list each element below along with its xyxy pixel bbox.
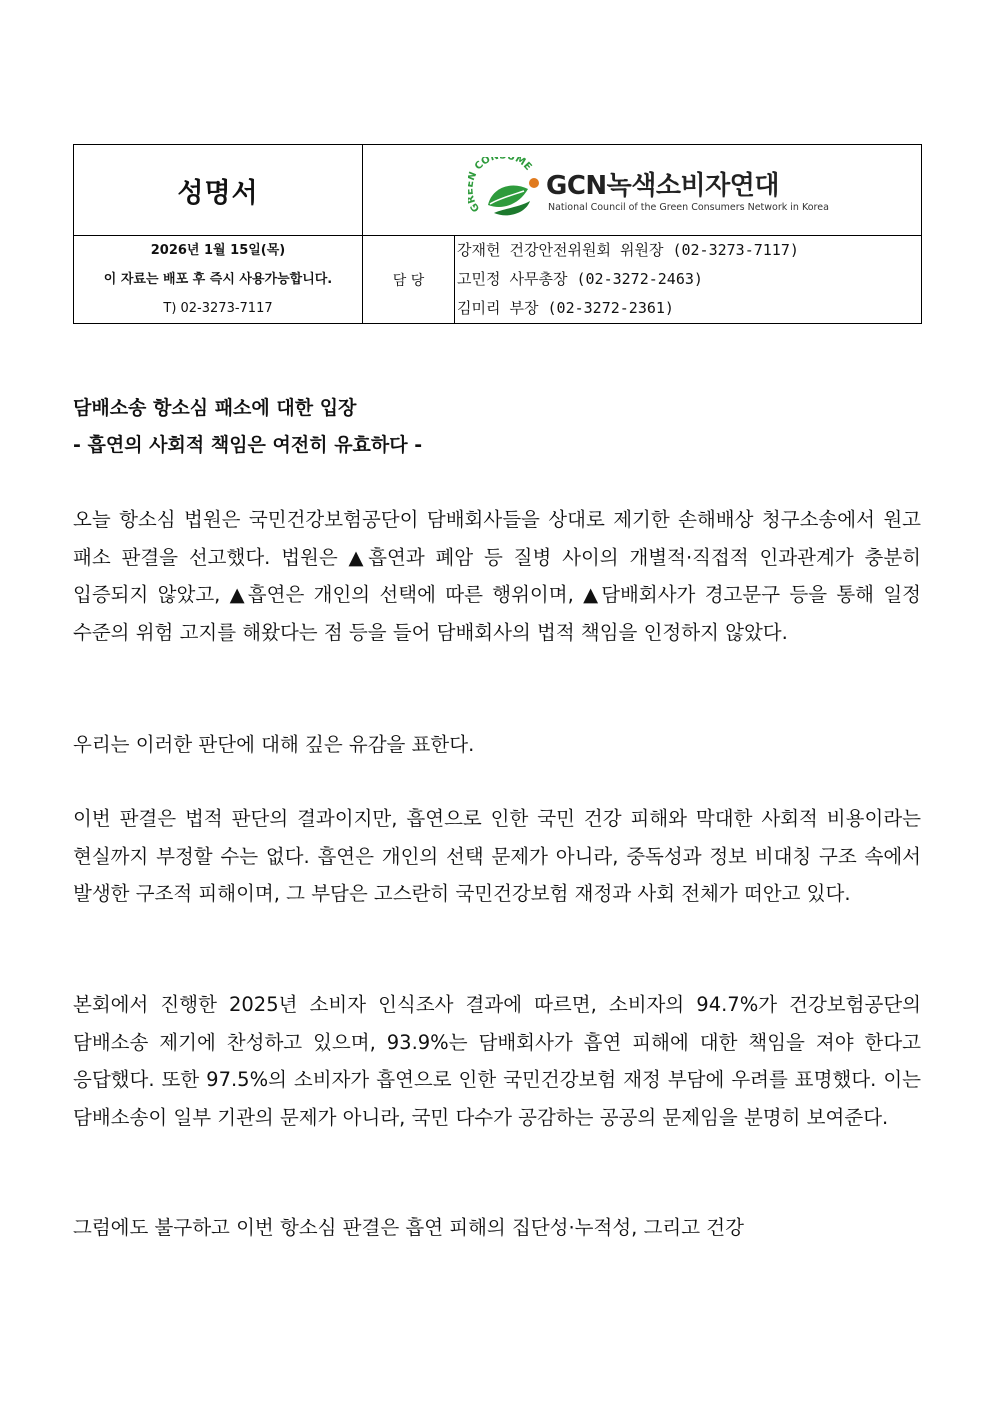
leaf-emblem-icon <box>468 157 548 223</box>
contact-item: 김미리 부장 (02-3272-2361) <box>457 299 674 317</box>
title-sub: - 흡연의 사회적 책임은 여전히 유효하다 - <box>73 434 423 456</box>
contact-item: 강재헌 건강안전위원회 위원장 (02-3273-7117) <box>457 241 799 259</box>
paragraph-3: 이번 판결은 법적 판단의 결과이지만, 흡연으로 인한 국민 건강 피해와 막대한 사회적 비용이라는 현실까지 부정할 수는 없다. 흡연은 개인의 선택 문제가 아니라, 중독성과 정보 비대칭 구조 속에서 발생한 구조적 피해이며, 그 부담은 고스란히 국민건강보험 재정과 사회 전체가 떠안고 있다. <box>73 807 921 905</box>
contact-item: 고민정 사무총장 (02-3272-2463) <box>457 270 703 288</box>
paragraph-5: 그럼에도 불구하고 이번 항소심 판결은 흡연 피해의 집단성·누적성, 그리고 건강 <box>73 1216 744 1239</box>
paragraph-4: 본회에서 진행한 2025년 소비자 인식조사 결과에 따르면, 소비자의 94.7%가 건강보험공단의 담배소송 제기에 찬성하고 있으며, 93.9%는 담배회사가 흡연 피해에 대한 책임을 져야 한다고 응답했다. 또한 97.5%의 소비자가 흡연으로 인한 국민건강보험 재정 부담에 우려를 표명했다. 이는 담배소송이 일부 기관의 문제가 아니라, 국민 다수가 공감하는 공공의 문제임을 분명히 보여준다. <box>73 993 921 1129</box>
doc-type-title: 성명서 <box>74 145 363 236</box>
release-info <box>74 236 363 324</box>
gcn-logo <box>468 157 829 223</box>
release-note: 이 자료는 배포 후 즉시 사용가능합니다. <box>103 272 333 287</box>
logo-cell <box>363 145 922 236</box>
title-main: 담배소송 항소심 패소에 대한 입장 <box>73 397 357 419</box>
release-phone: T) 02-3273-7117 <box>163 301 273 316</box>
logo-subtitle: National Council of the Green Consumers Network in Korea <box>548 202 829 213</box>
release-date: 2026년 1월 15일(목) <box>150 243 286 258</box>
paragraph-1: 오늘 항소심 법원은 국민건강보험공단이 담배회사들을 상대로 제기한 손해배상 청구소송에서 원고 패소 판결을 선고했다. 법원은 ▲흡연과 폐암 등 질병 사이의 개별적·직접적 인과관계가 충분히 입증되지 않았고, ▲흡연은 개인의 선택에 따른 행위이며, ▲담배회사가 경고문구 등을 통해 일정 수준의 위험 고지를 해왔다는 점 등을 들어 담배회사의 법적 책임을 인정하지 않았다. <box>73 508 921 644</box>
header-table <box>73 144 922 324</box>
paragraph-2: 우리는 이러한 판단에 대해 깊은 유감을 표한다. <box>73 733 475 756</box>
contact-label: 담 당 <box>363 236 455 324</box>
contact-list <box>455 236 922 324</box>
logo-arc-text: G CON UME <box>468 157 534 214</box>
statement-title <box>73 390 422 464</box>
logo-name: GCN녹색소비자연대 <box>546 171 779 201</box>
